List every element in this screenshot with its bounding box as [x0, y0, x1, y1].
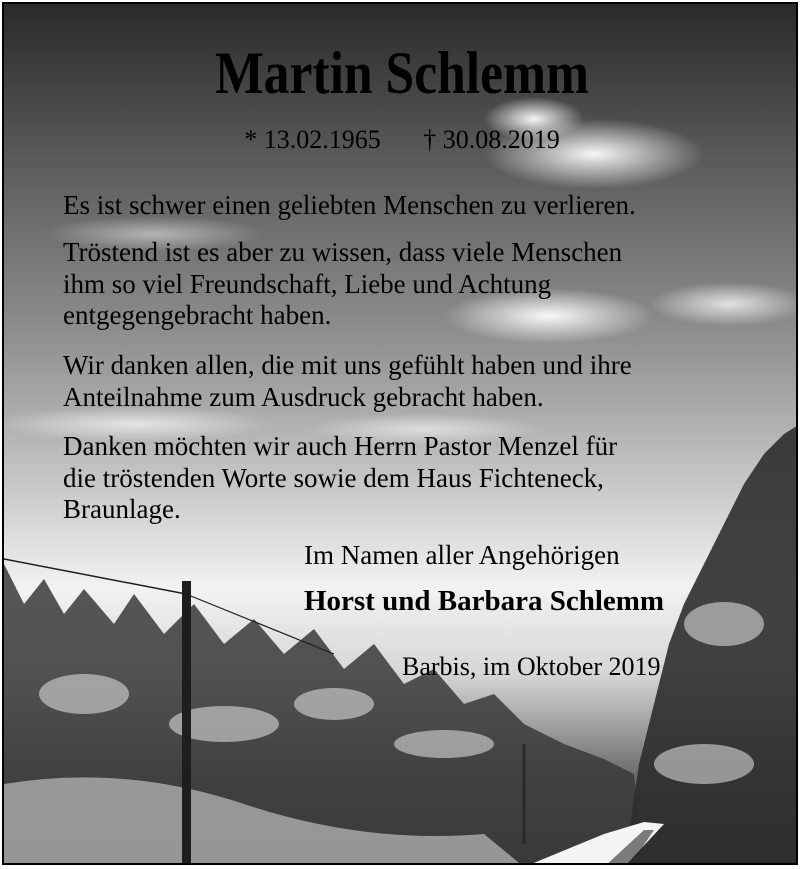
birth-date: * 13.02.1965: [244, 125, 381, 154]
paragraph-special-thanks: Danken möchten wir auch Herrn Pastor Menzel für die tröstenden Worte sowie dem Haus Fichteneck, Braunlage.: [63, 431, 618, 524]
obituary-notice: [2, 2, 798, 865]
place-and-date: Barbis, im Oktober 2019: [402, 652, 661, 681]
life-dates: [4, 125, 798, 155]
paragraph-comfort: Tröstend ist es aber zu wissen, dass viele Menschen ihm so viel Freundschaft, Liebe und Achtung entgegengebracht haben.: [63, 237, 623, 330]
death-date: † 30.08.2019: [423, 125, 560, 154]
signature-intro: Im Namen aller Angehörigen: [304, 540, 620, 570]
signature-names: Horst und Barbara Schlemm: [304, 585, 665, 617]
deceased-name: Martin Schlemm: [214, 40, 590, 106]
paragraph-thanks: Wir danken allen, die mit uns gefühlt haben und ihre Anteilnahme zum Ausdruck gebracht haben.: [63, 350, 632, 412]
birth-star-symbol: *: [244, 125, 258, 154]
death-cross-symbol: †: [423, 125, 437, 154]
paragraph-loss: Es ist schwer einen geliebten Menschen zu verlieren.: [63, 190, 636, 220]
